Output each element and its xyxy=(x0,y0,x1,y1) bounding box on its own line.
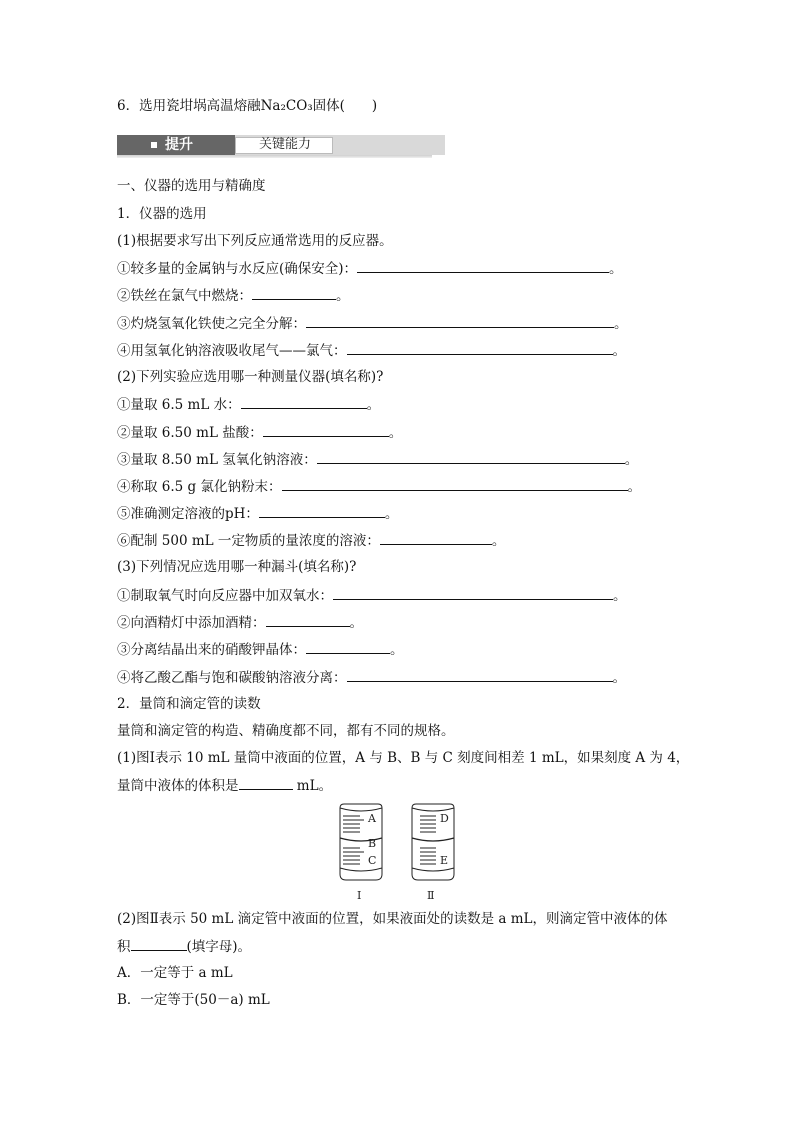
question-1-line-1: (1)图Ⅰ表示 10 mL 量筒中液面的位置，A 与 B、B 与 C 刻度间相差 1 mL，如果刻度 A 为 4， xyxy=(117,750,690,766)
answer-blank[interactable] xyxy=(333,586,613,600)
list-item: ③灼烧氢氧化铁使之完全分解： 。 xyxy=(117,316,628,332)
label-c: C xyxy=(368,854,377,867)
answer-blank[interactable] xyxy=(380,531,492,545)
section-title: 提升 xyxy=(165,137,193,153)
question-2-line-2: 积 (填字母)。 xyxy=(117,939,252,955)
list-item: ⑤准确测定溶液的pH： 。 xyxy=(117,506,399,522)
subheading-cylinder-burette-reading: 2．量筒和滴定管的读数 xyxy=(117,696,261,712)
cylinder-burette-figure xyxy=(330,802,470,904)
list-item: ②量取 6.50 mL 盐酸： 。 xyxy=(117,425,403,441)
answer-blank[interactable] xyxy=(306,314,614,328)
answer-blank[interactable] xyxy=(347,668,613,682)
list-item: ①较多量的金属钠与水反应(确保安全)： 。 xyxy=(117,261,623,277)
label-b: B xyxy=(368,837,377,850)
list-item: ②向酒精灯中添加酒精： 。 xyxy=(117,615,363,631)
label-a: A xyxy=(368,812,376,825)
answer-blank[interactable] xyxy=(347,341,613,355)
answer-blank[interactable] xyxy=(259,504,385,518)
answer-blank[interactable] xyxy=(282,477,628,491)
list-item: ④将乙酸乙酯与饱和碳酸钠溶液分离： 。 xyxy=(117,670,626,686)
list-item: ①制取氧气时向反应器中加双氧水： 。 xyxy=(117,588,627,604)
square-bullet-icon xyxy=(151,142,157,148)
answer-blank[interactable] xyxy=(263,423,389,437)
answer-blank[interactable] xyxy=(306,640,390,654)
list-item: ⑥配制 500 mL 一定物质的量浓度的溶液： 。 xyxy=(117,533,506,549)
answer-blank[interactable] xyxy=(252,286,336,300)
paragraph-intro: 量筒和滴定管的构造、精确度都不同，都有不同的规格。 xyxy=(117,723,455,739)
caption-i: Ⅰ xyxy=(357,889,362,902)
option-b: B．一定等于(50－a) mL xyxy=(117,992,270,1008)
question-measuring-instrument: (2)下列实验应选用哪一种测量仪器(填名称)? xyxy=(117,369,384,385)
option-a: A．一定等于 a mL xyxy=(117,965,233,981)
question-reactor: (1)根据要求写出下列反应通常选用的反应器。 xyxy=(117,233,393,249)
question-funnel: (3)下列情况应选用哪一种漏斗(填名称)? xyxy=(117,559,357,575)
answer-blank[interactable] xyxy=(317,450,625,464)
section-subtitle: 关键能力 xyxy=(258,137,311,152)
list-item: ②铁丝在氯气中燃烧： 。 xyxy=(117,288,350,304)
question-2-line-1: (2)图Ⅱ表示 50 mL 滴定管中液面的位置，如果液面处的读数是 a mL，则滴定管中液体的体 xyxy=(117,911,668,927)
heading-instrument-selection-precision: 一、仪器的选用与精确度 xyxy=(117,178,266,194)
list-item: ④用氢氧化钠溶液吸收尾气——氯气： 。 xyxy=(117,343,626,359)
subheading-instrument-selection: 1．仪器的选用 xyxy=(117,206,207,222)
list-item: ①量取 6.5 mL 水： 。 xyxy=(117,397,381,413)
question-1-line-2: 量筒中液体的体积是 mL。 xyxy=(117,778,333,794)
answer-blank[interactable] xyxy=(241,395,367,409)
caption-ii: Ⅱ xyxy=(427,889,435,902)
list-item: ③分离结晶出来的硝酸钾晶体： 。 xyxy=(117,642,404,658)
section-banner xyxy=(117,133,432,158)
question-6: 6．选用瓷坩埚高温熔融Na₂CO₃固体( ) xyxy=(117,98,378,114)
answer-blank[interactable] xyxy=(131,937,187,951)
answer-blank[interactable] xyxy=(357,259,609,273)
list-item: ③量取 8.50 mL 氢氧化钠溶液： 。 xyxy=(117,452,639,468)
answer-blank[interactable] xyxy=(239,776,293,790)
answer-blank[interactable] xyxy=(266,613,350,627)
list-item: ④称取 6.5 g 氯化钠粉末： 。 xyxy=(117,479,641,495)
label-e: E xyxy=(440,854,449,867)
label-d: D xyxy=(440,812,449,825)
